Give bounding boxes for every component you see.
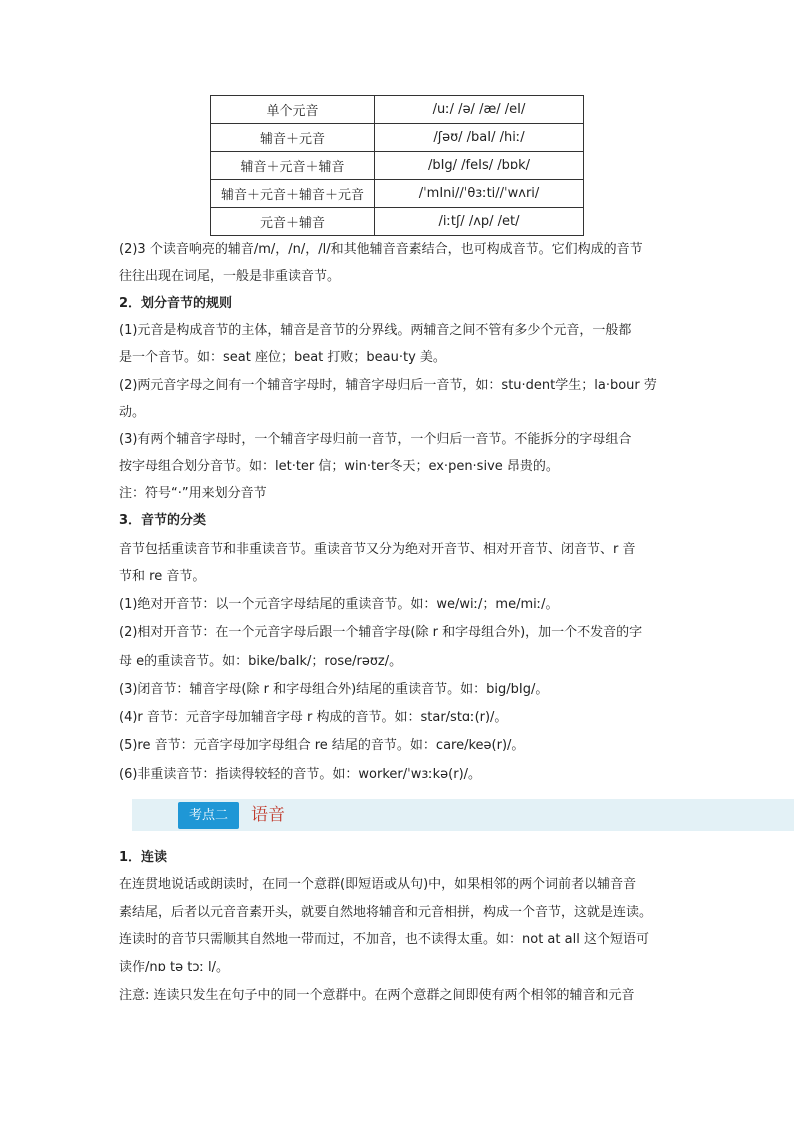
paragraph-line: 音节包括重读音节和非重读音节。重读音节又分为绝对开音节、相对开音节、闭音节、r 音 <box>119 542 636 557</box>
paragraph-line: (5)re 音节：元音字母加字母组合 re 结尾的音节。如：care/keə(r)/。 <box>119 738 525 753</box>
paragraph-line: (3)闭音节：辅音字母(除 r 和字母组合外)结尾的重读音节。如：big/bIg/。 <box>119 682 549 697</box>
table-row <box>211 96 584 124</box>
table-cell-ipa: /ʃəʊ/ /baI/ /hiː/ <box>375 124 584 152</box>
section-heading: 3．音节的分类 <box>119 513 207 528</box>
section-title: 语音 <box>251 805 285 825</box>
paragraph-line: 按字母组合划分音节。如：let·ter 信；win·ter冬天；ex·pen·sive 昂贵的。 <box>119 459 559 474</box>
note-line: 注：符号“·”用来划分音节 <box>119 486 267 501</box>
paragraph-line: (3)有两个辅音字母时，一个辅音字母归前一音节，一个归后一音节。不能拆分的字母组合 <box>119 432 632 447</box>
table-row <box>211 124 584 152</box>
table-cell-ipa: /bIg/ /feIs/ /bɒk/ <box>375 152 584 180</box>
paragraph-line: (2)3 个读音响亮的辅音/m/，/n/，/l/和其他辅音音素结合，也可构成音节。它们构成的音节 <box>119 242 643 257</box>
table-cell-ipa: /iːtʃ/ /ʌp/ /et/ <box>375 208 584 236</box>
table-row <box>211 180 584 208</box>
paragraph-line: 往往出现在词尾，一般是非重读音节。 <box>119 269 341 284</box>
syllable-structure-table <box>210 95 584 236</box>
table-cell-type: 单个元音 <box>211 96 375 124</box>
paragraph-line: (2)两元音字母之间有一个辅音字母时，辅音字母归后一音节，如：stu·dent学生；la·bour 劳 <box>119 378 657 393</box>
paragraph-line: 动。 <box>119 405 146 420</box>
paragraph-line: 连读时的音节只需顺其自然地一带而过，不加音，也不读得太重。如：not at all 这个短语可 <box>119 932 649 947</box>
paragraph-line: 母 e的重读音节。如：bike/baIk/；rose/rəʊz/。 <box>119 654 403 669</box>
paragraph-line: 读作/nɒ tə tɔː l/。 <box>119 960 229 975</box>
section-heading: 2．划分音节的规则 <box>119 296 233 311</box>
section-heading: 1．连读 <box>119 850 168 865</box>
paragraph-line: (2)相对开音节：在一个元音字母后跟一个辅音字母(除 r 和字母组合外)，加一个不发音的字 <box>119 625 643 640</box>
paragraph-line: (1)元音是构成音节的主体，辅音是音节的分界线。两辅音之间不管有多少个元音，一般都 <box>119 323 632 338</box>
table-cell-type: 元音＋辅音 <box>211 208 375 236</box>
paragraph-line: (1)绝对开音节：以一个元音字母结尾的重读音节。如：we/wiː/；me/miː/。 <box>119 597 559 612</box>
section-tag: 考点二 <box>178 802 239 829</box>
table-row <box>211 208 584 236</box>
note-line: 注意: 连读只发生在句子中的同一个意群中。在两个意群之间即使有两个相邻的辅音和元音 <box>119 988 635 1003</box>
paragraph-line: 是一个音节。如：seat 座位；beat 打败；beau·ty 美。 <box>119 350 446 365</box>
table-cell-type: 辅音＋元音＋辅音 <box>211 152 375 180</box>
paragraph-line: 素结尾，后者以元音音素开头，就要自然地将辅音和元音相拼，构成一个音节，这就是连读。 <box>119 905 653 920</box>
paragraph-line: 在连贯地说话或朗读时，在同一个意群(即短语或从句)中，如果相邻的两个词前者以辅音音 <box>119 877 637 892</box>
table-row <box>211 152 584 180</box>
table-cell-ipa: /ˈmIni//ˈθɜːti//ˈwʌri/ <box>375 180 584 208</box>
paragraph-line: 节和 re 音节。 <box>119 569 206 584</box>
paragraph-line: (6)非重读音节：指读得较轻的音节。如：worker/ˈwɜːkə(r)/。 <box>119 767 482 782</box>
table-cell-ipa: /uː/ /ə/ /æ/ /eI/ <box>375 96 584 124</box>
paragraph-line: (4)r 音节：元音字母加辅音字母 r 构成的音节。如：star/stɑː(r)/。 <box>119 710 508 725</box>
table-cell-type: 辅音＋元音＋辅音＋元音 <box>211 180 375 208</box>
table-cell-type: 辅音＋元音 <box>211 124 375 152</box>
